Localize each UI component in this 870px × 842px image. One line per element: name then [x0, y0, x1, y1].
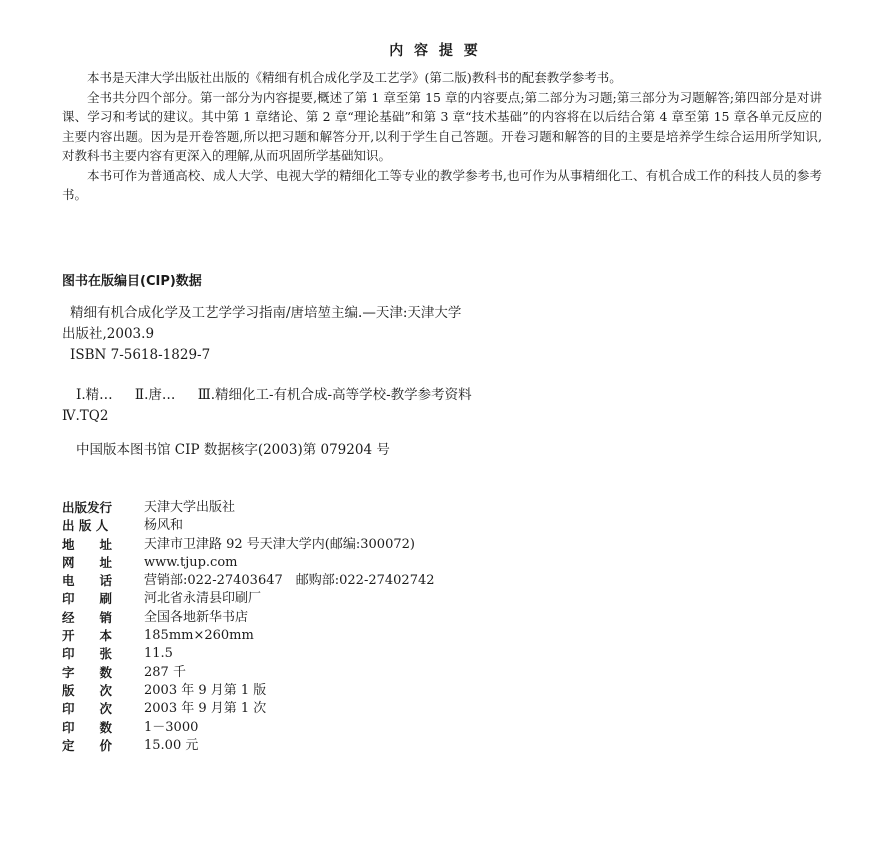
- colophon-label: 字 数: [62, 664, 113, 680]
- colophon-label: 网 址: [62, 554, 113, 570]
- summary-paragraph: 全书共分四个部分。第一部分为内容提要,概述了第 1 章至第 15 章的内容要点;第二部分为习题;第三部分为习题解答;第四部分是对讲课、学习和考试的建议。其中第 1 章绪论、第 2 章“理论基础”和第 3 章“技术基础”的内容将在以后结合第 4 章至第 15 章各单元反应的主要内容出题。因为是开卷答题,所以把习题和解答分开,以利于学生自己答题。开卷习题和解答的目的主要是培养学生综合运用所学知识,对教科书主要内容有更深入的理解,从而巩固所学基础知识。: [62, 89, 822, 163]
- colophon-row: [62, 536, 435, 554]
- colophon-row: [62, 554, 435, 572]
- colophon-value: 天津大学出版社: [144, 500, 236, 515]
- colophon-value: 1－3000: [144, 719, 199, 735]
- colophon-row: [62, 590, 435, 608]
- colophon-label: 经 销: [62, 609, 113, 625]
- colophon-row: [62, 517, 435, 535]
- colophon-value: 全国各地新华书店: [144, 609, 249, 625]
- colophon-row: [62, 572, 435, 590]
- summary-paragraph: 本书是天津大学出版社出版的《精细有机合成化学及工艺学》(第二版)教科书的配套教学参考书。: [87, 70, 622, 85]
- colophon-label: 定 价: [62, 737, 113, 753]
- colophon-row: [62, 499, 435, 517]
- colophon-row: [62, 737, 435, 755]
- colophon-row: [62, 719, 435, 737]
- colophon-value: 河北省永清县印刷厂: [144, 591, 262, 607]
- colophon-value: 15.00 元: [144, 737, 199, 753]
- colophon-row: [62, 627, 435, 645]
- cip-classif-item: Ⅰ.精…: [76, 387, 113, 403]
- summary-section: [62, 68, 822, 205]
- colophon-value: www.tjup.com: [144, 554, 238, 570]
- colophon-value: 2003 年 9 月第 1 次: [144, 701, 267, 717]
- cip-title-line: 精细有机合成化学及工艺学学习指南/唐培堃主编.—天津:天津大学: [70, 305, 462, 321]
- cip-classif-item: Ⅱ.唐…: [134, 387, 176, 403]
- colophon-table: [62, 499, 435, 755]
- colophon-row: [62, 664, 435, 682]
- colophon-label: 印 张: [62, 646, 113, 662]
- colophon-label: 印 次: [62, 701, 113, 717]
- colophon-value: 天津市卫津路 92 号天津大学内(邮编:300072): [144, 536, 415, 552]
- colophon-value: 2003 年 9 月第 1 版: [144, 682, 267, 698]
- colophon-label: 电 话: [62, 573, 113, 589]
- colophon-value: 185mm×260mm: [144, 628, 254, 644]
- colophon-value: 杨风和: [144, 518, 184, 534]
- colophon-row: [62, 645, 435, 663]
- colophon-row: [62, 700, 435, 718]
- cip-isbn: ISBN 7-5618-1829-7: [70, 347, 211, 363]
- page-title: 内 容 提 要: [389, 43, 481, 59]
- cip-heading: 图书在版编目(CIP)数据: [62, 274, 202, 289]
- colophon-label: 印 刷: [62, 591, 113, 607]
- cip-classification: [62, 385, 662, 427]
- cip-classif-item: Ⅲ.精细化工-有机合成-高等学校-教学参考资料: [197, 387, 472, 403]
- colophon-label: 版 次: [62, 682, 113, 698]
- cip-record: [62, 303, 662, 461]
- cip-publisher-line: 出版社,2003.9: [62, 326, 155, 342]
- colophon-value: 11.5: [144, 646, 173, 662]
- cip-classif-item: Ⅳ.TQ2: [62, 408, 109, 424]
- colophon-value: 287 千: [144, 664, 186, 680]
- summary-paragraph: 本书可作为普通高校、成人大学、电视大学的精细化工等专业的教学参考书,也可作为从事精细化工、有机合成工作的科技人员的参考书。: [62, 167, 822, 202]
- colophon-label: 印 数: [62, 719, 113, 735]
- colophon-value: 营销部:022-27403647 邮购部:022-27402742: [144, 573, 435, 589]
- colophon-label: 出版发行: [62, 500, 113, 515]
- colophon-label: 地 址: [62, 536, 113, 552]
- cip-core-number: 中国版本图书馆 CIP 数据核字(2003)第 079204 号: [76, 442, 390, 458]
- colophon-label: 出 版 人: [62, 518, 109, 534]
- colophon-row: [62, 682, 435, 700]
- colophon-label: 开 本: [62, 628, 113, 644]
- colophon-row: [62, 609, 435, 627]
